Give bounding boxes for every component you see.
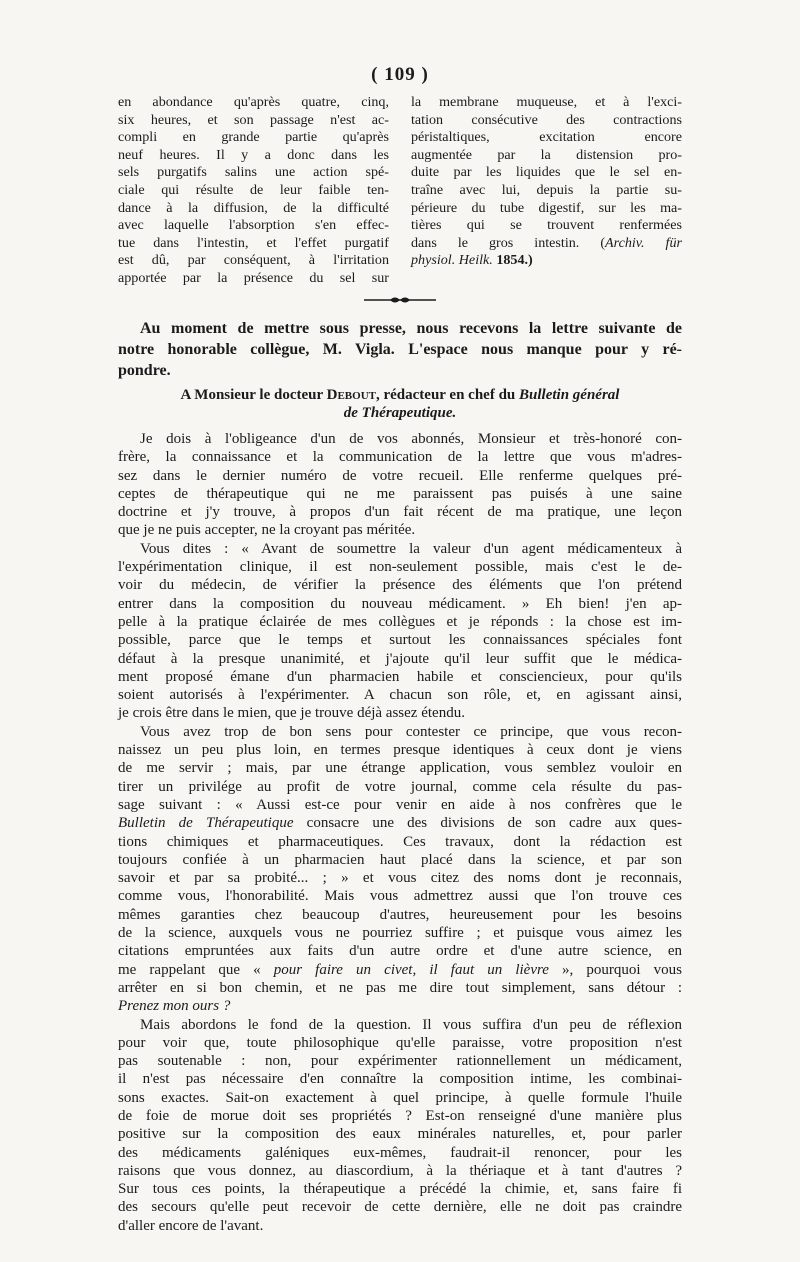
text-line: mêmes garanties chez beaucoup d'autres, heureusement pour les besoins: [118, 906, 682, 923]
text-line: neuf heures. Il y a donc dans les: [118, 146, 389, 163]
text-line: entrer dans la composition du nouveau médicament. » Eh bien! j'en ap-: [118, 595, 682, 612]
text-line: citations empruntées aux faits d'un autre ordre et d'une autre science, en: [118, 943, 682, 960]
quoted-phrase: Prenez mon ours ?: [118, 998, 231, 1015]
recipient-name: Debout: [326, 387, 376, 403]
right-column: [411, 94, 682, 270]
text-line: pas soutenable : non, pour expérimenter rationnellement un médicament,: [118, 1053, 682, 1070]
text-line: positive sur la composition des eaux minérales naturelles, et, pour parler: [118, 1126, 682, 1143]
text-fragment: dans le gros intestin. (: [411, 234, 606, 251]
text-line: tue dans l'intestin, et l'effet purgatif: [118, 234, 389, 251]
journal-title: Bulletin général: [519, 387, 620, 403]
text-fragment: consacre une des divisions de son cadre aux ques-: [293, 815, 683, 832]
text-line: sels purgatifs salins une action spé-: [118, 164, 389, 181]
text-line: [118, 404, 682, 422]
text-line: la membrane muqueuse, et à l'exci-: [411, 94, 682, 110]
text-line: je crois être dans le mien, que je trouve déjà assez étendu.: [118, 705, 465, 722]
text-line: apportée par la présence du sel sur: [118, 269, 389, 286]
text-line: périeure du tube digestif, sur les ma-: [411, 199, 682, 216]
text-line: [118, 997, 682, 1015]
text-line: comme vous, l'honorabilité. Mais vous admettrez aussi que l'on trouve ces: [118, 888, 682, 905]
left-column: [118, 94, 389, 288]
text-line: soient autorisés à l'expérimenter. A chacun son rôle, et, en agissant ainsi,: [118, 687, 682, 704]
text-line: frère, la connaissance et la communication de la lettre que vous m'adres-: [118, 449, 682, 466]
text-line: tirer un privilége au profit de votre journal, comme cela résulte du pas-: [118, 778, 682, 795]
text-line: [411, 235, 682, 253]
text-line: savoir et par sa probité... ; » et vous citez des noms dont je reconnais,: [118, 870, 682, 887]
text-line: ment proposé émane d'un pharmacien habile et consciencieux, pour qu'ils: [118, 668, 682, 685]
text-line: raisons que vous donnez, au diascordium, à la thériaque et à tant d'autres ?: [118, 1162, 682, 1179]
text-line: [118, 961, 682, 979]
text-line: voir du médecin, de vérifier la présence des éléments que l'on prétend: [118, 577, 682, 594]
text-line: l'expérimentation clinique, il est non-seulement possible, mais c'est le de-: [118, 559, 682, 576]
letter-body: [118, 430, 682, 1235]
text-line: Vous avez trop de bon sens pour contester ce principe, que vous recon-: [140, 723, 682, 740]
text-line: avec laquelle l'absorption s'en effec-: [118, 217, 389, 234]
text-line: ceptes de thérapeutique qui ne me paraissent pas puisés à une saine: [118, 485, 682, 502]
text-line: Je dois à l'obligeance d'un de vos abonnés, Monsieur et très-honoré con-: [140, 431, 682, 447]
text-line: duite par les liquides que le sel en-: [411, 164, 682, 181]
page-number: ( 109 ): [371, 64, 429, 85]
text-line: tation consécutive des contractions: [411, 111, 682, 128]
reference-year: 1854.): [492, 252, 533, 269]
journal-title: de Thérapeutique.: [343, 405, 457, 422]
journal-reference: physiol. Heilk.: [411, 252, 493, 269]
text-line: péristaltiques, excitation encore: [411, 129, 682, 146]
text-fragment: me rappelant que «: [118, 961, 274, 978]
address-prefix: A Monsieur le docteur: [180, 387, 327, 403]
text-line: sons exactes. Sait-on exactement à quel principe, à quelle formule l'huile: [118, 1089, 682, 1106]
editor-intro: [118, 318, 682, 381]
text-line: traîne avec lui, depuis la partie su-: [411, 181, 682, 198]
text-line: sez dans le dernier numéro de votre recueil. Elle renferme quelques pré-: [118, 467, 682, 484]
text-line: [411, 252, 682, 270]
text-line: de la science, auxquels vous ne pourriez suffire ; et puisque vous aimez les: [118, 925, 682, 942]
text-line: naissez un peu plus loin, en termes presque identiques à ceux dont je viens: [118, 742, 682, 759]
text-line: arrêter en si bon chemin, et ne pas me dire tout simplement, sans détour :: [118, 979, 682, 996]
text-line: possible, parce que le temps et surtout les connaissances spéciales font: [118, 632, 682, 649]
text-line: toujours confiée à un pharmacien haut placé dans la science, et par son: [118, 851, 682, 868]
text-line: Vous dites : « Avant de soumettre la valeur d'un agent médicamenteux à: [140, 540, 682, 557]
text-line: de me servir ; mais, par une étrange application, vous semblez vouloir en: [118, 760, 682, 777]
text-line: d'aller encore de l'avant.: [118, 1217, 264, 1234]
text-line: pondre.: [118, 362, 171, 379]
journal-title: Bulletin de Thérapeutique: [118, 815, 294, 832]
text-line: Mais abordons le fond de la question. Il vous suffira d'un peu de réflexion: [140, 1016, 682, 1033]
text-line: dance à la diffusion, de la difficulté: [118, 199, 389, 216]
address-middle: , rédacteur en chef du: [375, 387, 520, 403]
text-line: en abondance qu'après quatre, cinq,: [118, 94, 389, 110]
text-line: il n'est pas nécessaire d'en connaître la composition intime, les combinai-: [118, 1071, 682, 1088]
text-line: Au moment de mettre sous presse, nous recevons la lettre suivante de: [140, 320, 682, 337]
quoted-proverb: pour faire un civet, il faut un lièvre: [273, 961, 549, 978]
text-line: doctrine et j'y trouve, à propos d'un fait récent de ma pratique, une leçon: [118, 504, 682, 521]
text-line: ciale qui résulte de leur faible ten-: [118, 181, 389, 198]
text-line: est dû, par conséquent, à l'irritation: [118, 252, 389, 269]
text-line: pelle à la pratique éclairée de mes collègues et je réponds : la chose est im-: [118, 613, 682, 630]
text-line: des secours qu'elle peut recevoir de cette dernière, elle ne doit pas craindre: [118, 1199, 682, 1216]
text-line: augmentée par la distension pro-: [411, 146, 682, 163]
text-line: de foie de morue doit ses propriétés ? Est-on renseigné d'une manière plus: [118, 1107, 682, 1124]
text-line: [118, 386, 682, 404]
text-line: tières qui se trouvent renfermées: [411, 217, 682, 234]
text-line: Sur tous ces points, la thérapeutique a précédé la chimie, et, sans faire fi: [118, 1181, 682, 1198]
text-line: [118, 814, 682, 832]
journal-reference: Archiv. für: [605, 234, 682, 251]
text-line: des médicaments galéniques eux-mêmes, faudrait-il renoncer, pour les: [118, 1144, 682, 1161]
text-line: pour voir que, toute philosophique qu'elle paraisse, votre proposition n'est: [118, 1034, 682, 1051]
text-line: six heures, et son passage n'est ac-: [118, 111, 389, 128]
text-line: notre honorable collègue, M. Vigla. L'espace nous manque pour y ré-: [118, 341, 682, 358]
letter-address: [118, 386, 682, 423]
text-line: compli en grande partie qu'après: [118, 129, 389, 146]
text-line: sage suivant : « Aussi est-ce pour venir en aide à nos confrères que le: [118, 796, 682, 813]
text-fragment: », pourquoi vous: [548, 961, 682, 978]
text-line: tions chimiques et pharmaceutiques. Ces travaux, dont la rédaction est: [118, 833, 682, 850]
text-line: défaut à la presque unanimité, et j'ajoute qu'il leur suffit que le médica-: [118, 650, 682, 667]
text-line: que je ne puis accepter, ne la croyant pas méritée.: [118, 522, 416, 539]
ornament-divider-icon: [360, 295, 440, 305]
